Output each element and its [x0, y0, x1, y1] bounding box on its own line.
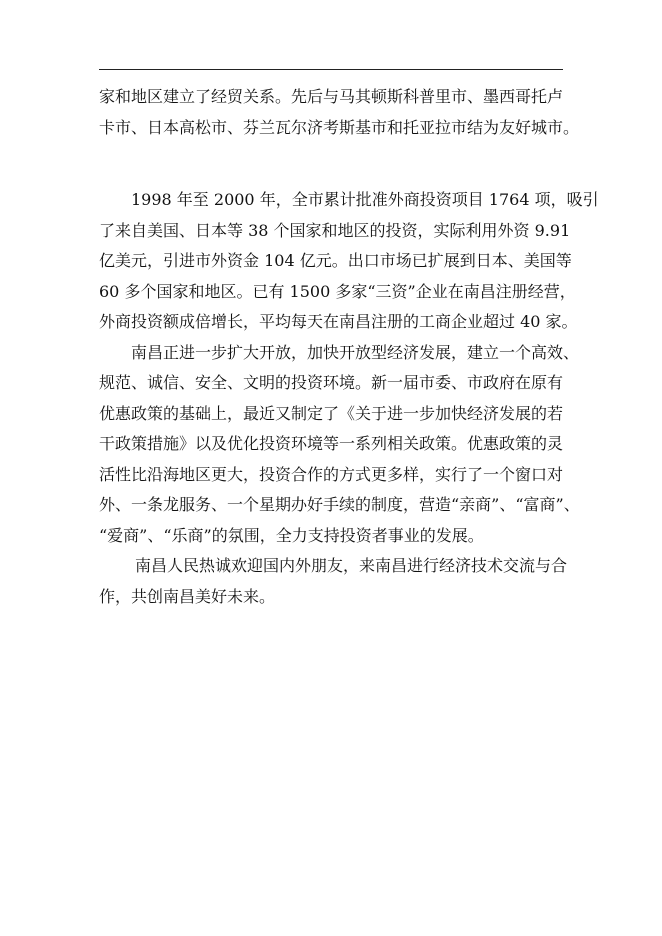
paragraph-line: 干政策措施》以及优化投资环境等一系列相关政策。优惠政策的灵 — [99, 434, 564, 453]
paragraph-line: 作，共创南昌美好未来。 — [99, 586, 276, 606]
paragraph-line: 了来自美国、日本等 38 个国家和地区的投资，实际利用外资 9.91 — [99, 220, 571, 240]
document-body — [99, 82, 599, 612]
paragraph-gap — [99, 143, 569, 185]
paragraph-1 — [99, 82, 580, 143]
paragraph-line: “爱商”、“乐商”的氛围，全力支持投资者事业的发展。 — [99, 525, 484, 545]
paragraph-2 — [99, 185, 599, 338]
paragraph-line: 家和地区建立了经贸关系。先后与马其顿斯科普里市、墨西哥托卢 — [99, 87, 564, 106]
paragraph-line: 1998 年至 2000 年，全市累计批准外商投资项目 1764 项，吸引 — [131, 190, 599, 209]
paragraph-4 — [99, 551, 569, 612]
paragraph-line: 亿美元，引进市外资金 104 亿元。出口市场已扩展到日本、美国等 — [99, 251, 572, 270]
paragraph-line: 南昌人民热诚欢迎国内外朋友，来南昌进行经济技术交流与合 — [135, 556, 568, 575]
paragraph-line: 规范、诚信、安全、文明的投资环境。新一届市委、市政府在原有 — [99, 373, 564, 392]
paragraph-line: 卡市、日本高松市、芬兰瓦尔济考斯基市和托亚拉市结为友好城市。 — [99, 117, 580, 137]
paragraph-line: 外、一条龙服务、一个星期办好手续的制度，营造“亲商”、“富商”、 — [99, 495, 580, 514]
paragraph-line: 南昌正进一步扩大开放，加快开放型经济发展，建立一个高效、 — [131, 342, 580, 362]
paragraph-line: 优惠政策的基础上，最近又制定了《关于进一步加快经济发展的若 — [99, 403, 564, 423]
paragraph-3 — [99, 338, 580, 552]
header-rule — [99, 69, 563, 70]
paragraph-line: 60 多个国家和地区。已有 1500 多家“三资”企业在南昌注册经营， — [99, 281, 576, 301]
paragraph-line: 外商投资额成倍增长，平均每天在南昌注册的工商企业超过 40 家。 — [99, 312, 578, 331]
paragraph-line: 活性比沿海地区更大，投资合作的方式更多样，实行了一个窗口对 — [99, 464, 564, 484]
